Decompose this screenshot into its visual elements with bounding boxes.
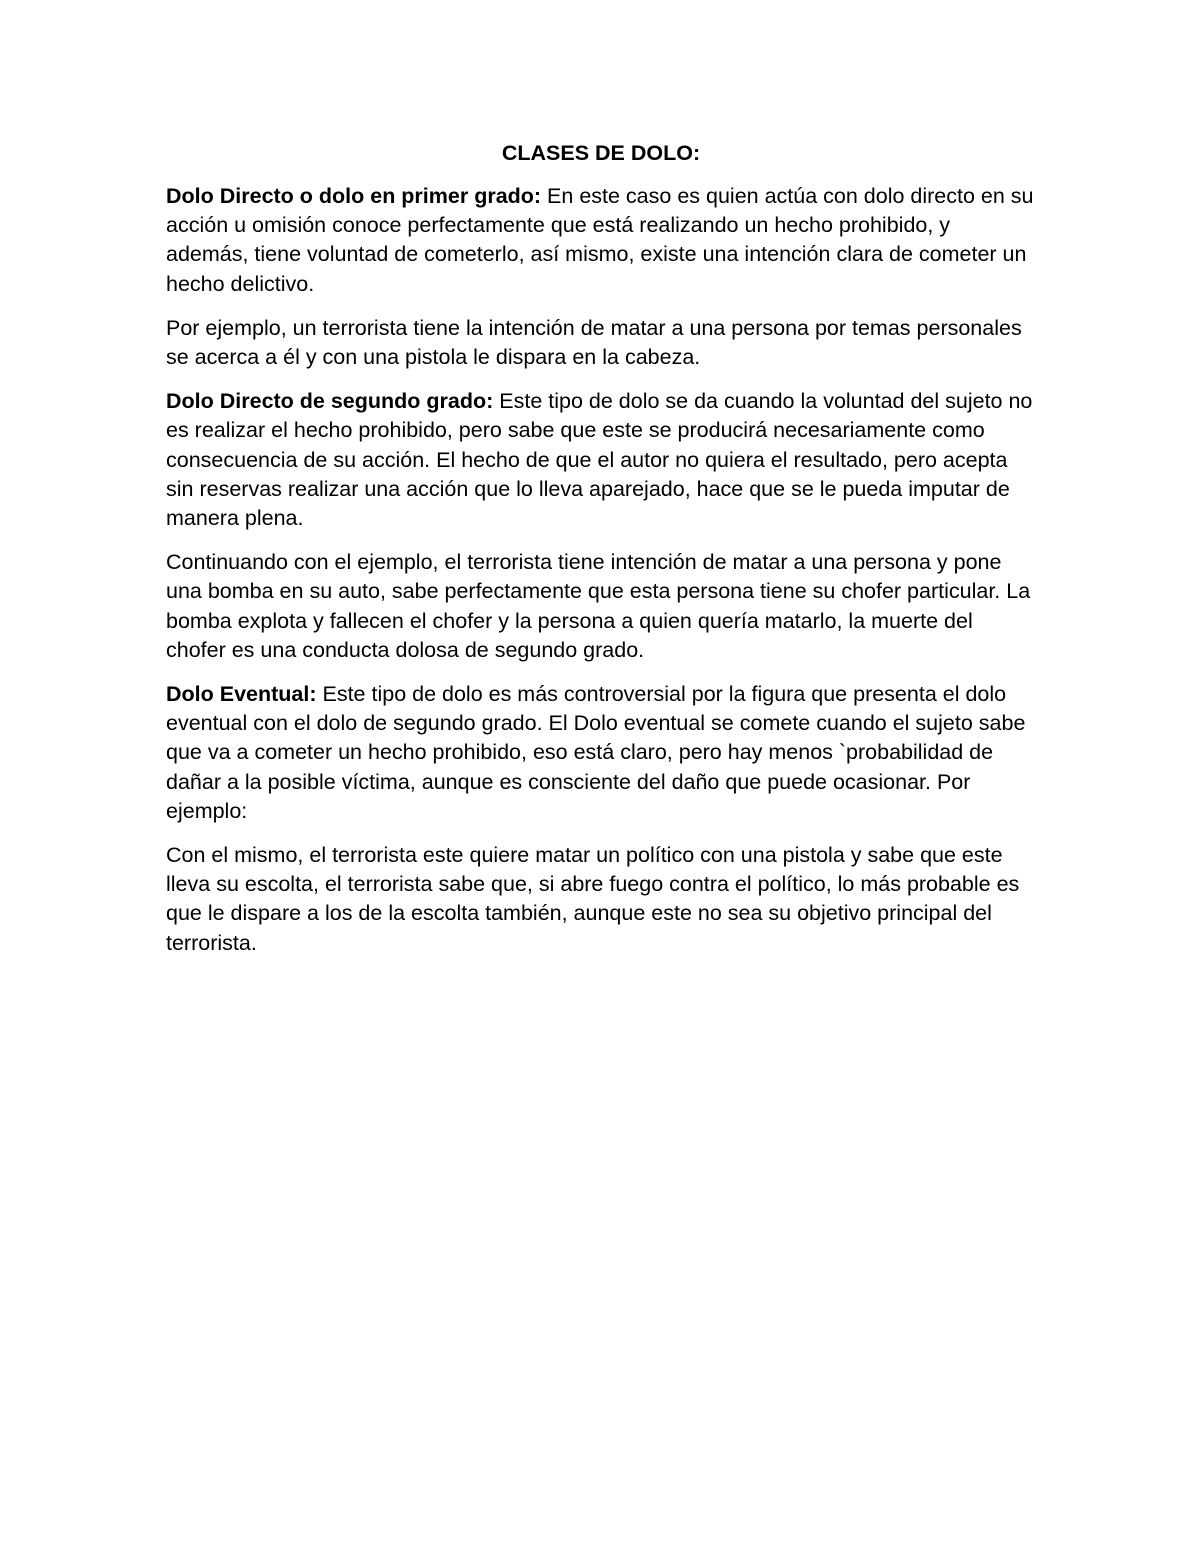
paragraph-ejemplo-segundo-grado xyxy=(166,548,1036,665)
document-title: CLASES DE DOLO: xyxy=(501,141,701,165)
paragraph-text: Con el mismo, el terrorista este quiere matar un político con una pistola y sabe que este lleva su escolta, el terrorista sabe que, si abre fuego contra el político, lo más probable es que le dispare a los de la escolta también, aunque este no sea su objetivo principal del terrorista. xyxy=(166,843,1020,955)
paragraph-dolo-eventual xyxy=(166,680,1036,826)
paragraph-text: En este caso es quien actúa con dolo directo en su acción u omisión conoce perfectamente que está realizando un hecho prohibido, y además, tiene voluntad de cometerlo, así mismo, existe una intención clara de cometer un hecho delictivo. xyxy=(166,184,1034,296)
paragraph-ejemplo-primer-grado xyxy=(166,314,1036,372)
paragraph-term: Dolo Directo o dolo en primer grado: xyxy=(166,184,542,208)
paragraph-ejemplo-eventual xyxy=(166,841,1036,958)
paragraph-text: Continuando con el ejemplo, el terrorista tiene intención de matar a una persona y pone una bomba en su auto, sabe perfectamente que esta persona tiene su chofer particular. La bomba explota y fallecen el chofer y la persona a quien quería matarlo, la muerte del chofer es una conducta dolosa de segundo grado. xyxy=(166,550,1031,662)
paragraph-term: Dolo Eventual: xyxy=(166,682,317,707)
paragraph-dolo-directo-segundo-grado xyxy=(166,387,1036,533)
paragraph-text: Por ejemplo, un terrorista tiene la intención de matar a una persona por temas personales se acerca a él y con una pistola le dispara en la cabeza. xyxy=(166,315,1022,370)
paragraph-dolo-directo-primer-grado xyxy=(166,182,1036,299)
document-body xyxy=(166,138,1036,973)
paragraph-text: Este tipo de dolo es más controversial por la figura que presenta el dolo eventual con el dolo de segundo grado. El Dolo eventual se comete cuando el sujeto sabe que va a cometer un hecho prohibido, eso está claro, pero hay menos `probabilidad de dañar a la posible víctima, aunque es consciente del daño que puede ocasionar. Por ejemplo: xyxy=(166,682,1026,823)
paragraph-term: Dolo Directo de segundo grado: xyxy=(166,389,494,414)
paragraph-text: Este tipo de dolo se da cuando la voluntad del sujeto no es realizar el hecho prohibido, pero sabe que este se producirá necesariamente como consecuencia de su acción. El hecho de que el autor no quiera el resultado, pero acepta sin reservas realizar una acción que lo lleva aparejado, hace que se le pueda imputar de manera plena. xyxy=(166,389,1033,531)
